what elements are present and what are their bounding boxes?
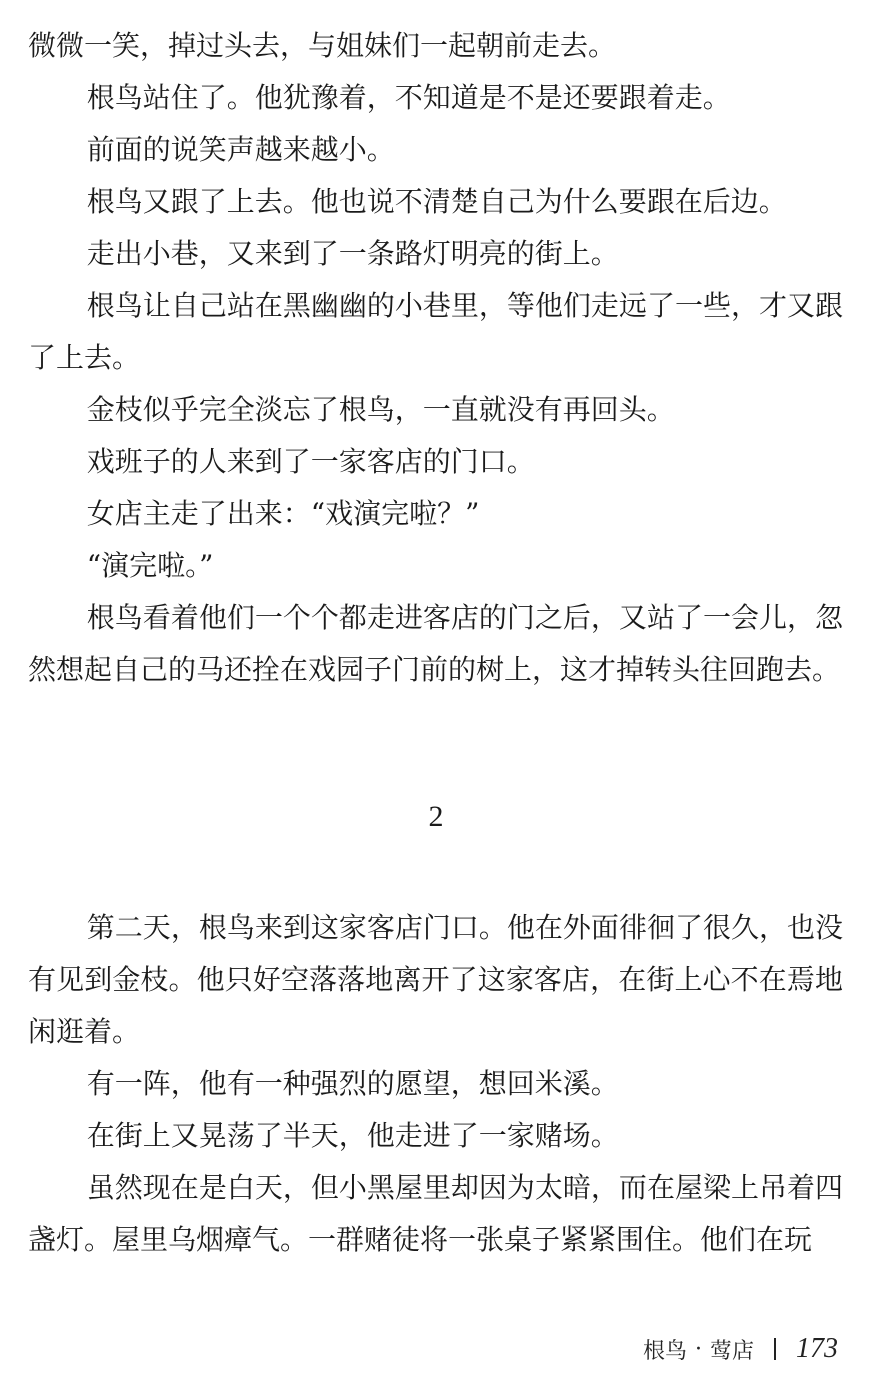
paragraph: 根鸟又跟了上去。他也说不清楚自己为什么要跟在后边。 [86,185,787,218]
paragraph: 根鸟站住了。他犹豫着，不知道是不是还要跟着走。 [86,81,731,114]
page-number: 173 [796,1333,838,1364]
paragraph: 有一阵，他有一种强烈的愿望，想回米溪。 [86,1067,619,1100]
book-title: 根鸟 [642,1338,687,1364]
text-section-1 [28,20,843,696]
page-footer [643,1333,838,1365]
chapter-title: 莺店 [709,1338,754,1364]
paragraph: 走出小巷，又来到了一条路灯明亮的街上。 [86,237,619,270]
paragraph: 虽然现在是白天，但小黑屋里却因为太暗，而在屋梁上吊着四盏灯。屋里乌烟瘴气。一群赌徒将一张桌子紧紧围住。他们在玩 [28,1171,843,1256]
paragraph: 微微一笑，掉过头去，与姐妹们一起朝前走去。 [28,29,617,62]
chapter-number: 2 [428,800,444,833]
paragraph: 根鸟让自己站在黑幽幽的小巷里，等他们走远了一些，才又跟了上去。 [28,289,843,374]
footer-divider [774,1338,776,1360]
text-section-2 [28,902,843,1266]
paragraph: 在街上又晃荡了半天，他走进了一家赌场。 [86,1119,619,1152]
paragraph: 第二天，根鸟来到这家客店门口。他在外面徘徊了很久，也没有见到金枝。他只好空落落地离开了这家客店，在街上心不在焉地闲逛着。 [28,911,843,1048]
paragraph: “演完啦。” [86,549,214,582]
paragraph: 前面的说笑声越来越小。 [86,133,395,166]
paragraph: 戏班子的人来到了一家客店的门口。 [86,445,535,478]
paragraph: 女店主走了出来：“戏演完啦？” [86,497,480,530]
paragraph: 金枝似乎完全淡忘了根鸟，一直就没有再回头。 [86,393,675,426]
title-separator: · [694,1336,702,1362]
paragraph: 根鸟看着他们一个个都走进客店的门之后，又站了一会儿，忽然想起自己的马还拴在戏园子门前的树上，这才掉转头往回跑去。 [28,601,843,686]
